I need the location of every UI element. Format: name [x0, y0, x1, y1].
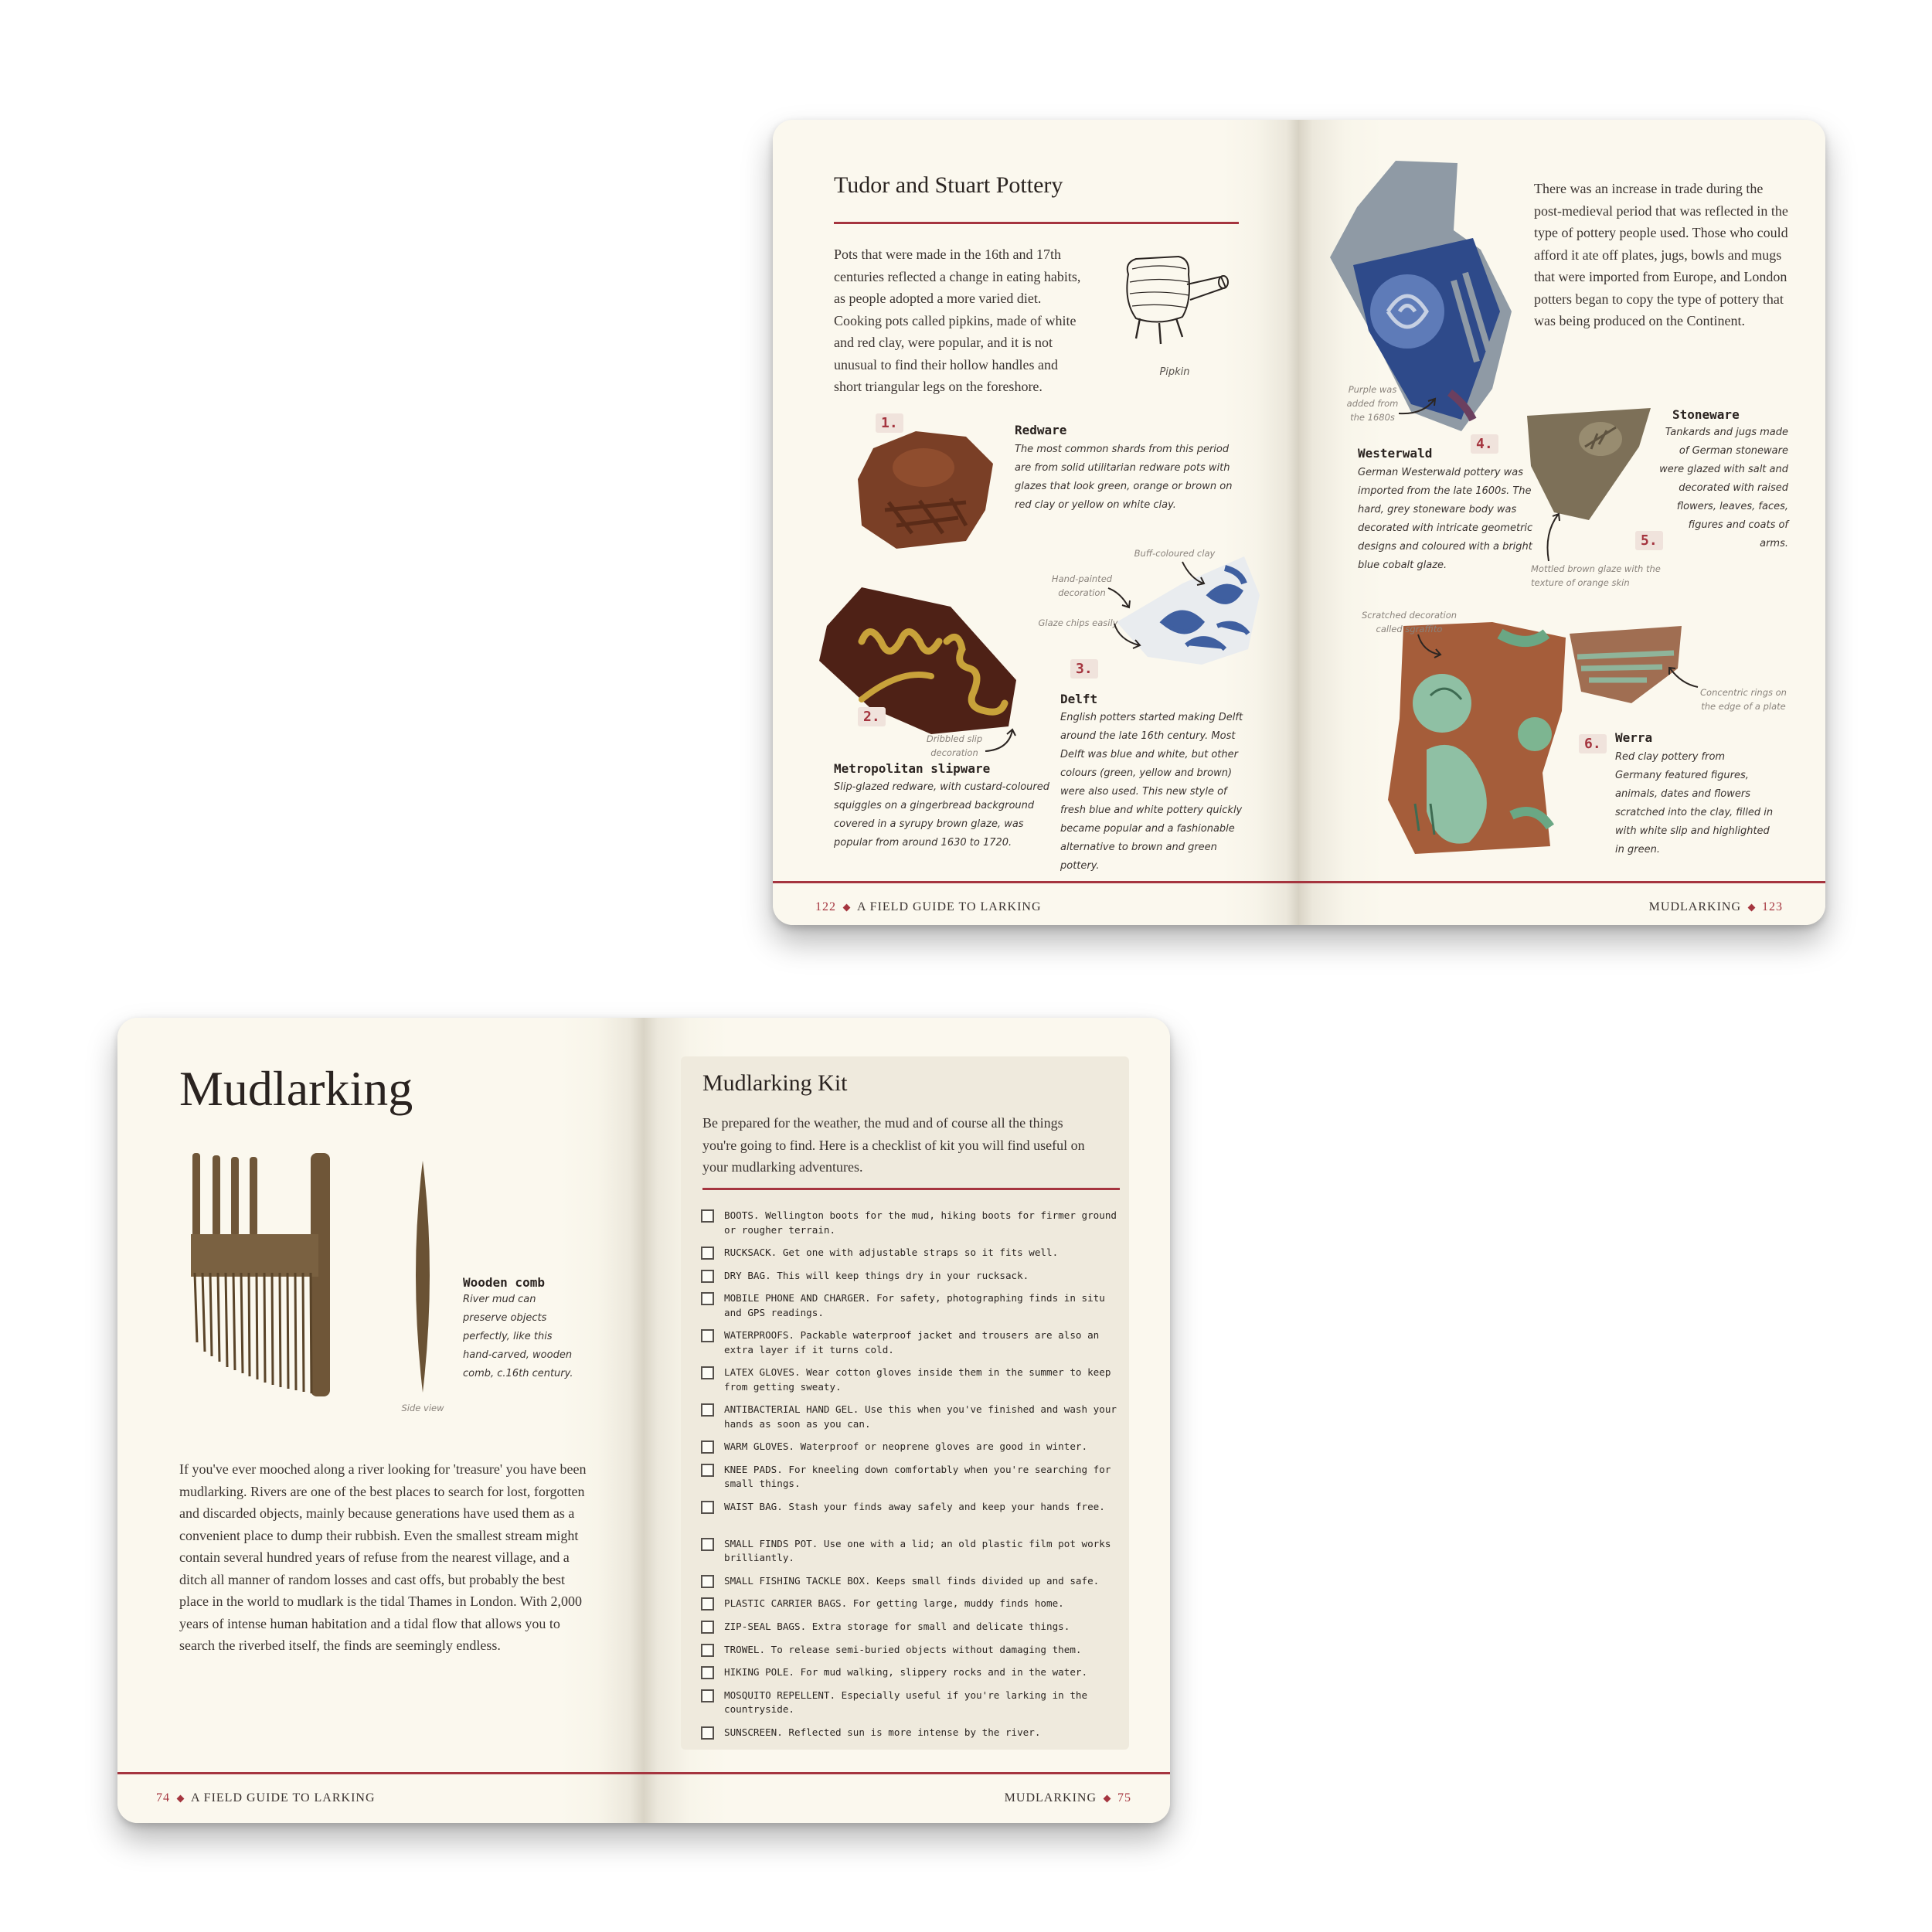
checkbox[interactable]	[701, 1366, 714, 1379]
page-75	[644, 1018, 1170, 1823]
checklist-item-text: TROWEL. To release semi-buried objects without damaging them.	[724, 1643, 1082, 1655]
checklist-item	[701, 1209, 1126, 1237]
arrow-concentric	[1662, 661, 1701, 692]
note-hand-painted: Hand-painted decoration	[1051, 573, 1113, 598]
checklist-item-text: SUNSCREEN. Reflected sun is more intense by the river.	[724, 1726, 1041, 1738]
checkbox[interactable]	[701, 1689, 714, 1702]
page-122	[773, 120, 1299, 925]
chapter-body: If you've ever mooched along a river looking for 'treasure' you have been mudlarking. Rivers are one of the best places to search for lost, forgotten and discarded objects, mainly because generations have used them as a convenient place to dump their rubbish. Even the smallest stream might contain several hundred years of refuse from the nearest village, and a ditch all manner of random losses and cast offs, but probably the best place in the world to mudlark is the tidal Thames in London. With 2,000 years of intense human habitation and a tidal flow that allows you to search the riverbed itself, the finds are seemingly endless.	[179, 1461, 587, 1653]
note-scratched: Scratched decoration called sgraffito	[1361, 610, 1458, 634]
intro-text: Pots that were made in the 16th and 17th centuries reflected a change in eating habits, as people adopted a more varied diet. Cooking pots called pipkins, made of white and red clay, were popular, and it is not unusual to find their hollow handles and short triangular legs on the foreshore.	[834, 247, 1081, 394]
checklist-item	[701, 1597, 1126, 1611]
checklist-item-text: ZIP-SEAL BAGS. Extra storage for small and delicate things.	[724, 1621, 1070, 1632]
kit-intro: Be prepared for the weather, the mud and of course all the things you're going to find. Here is a checklist of kit you will find useful on your mudlarking adventures.	[702, 1115, 1085, 1175]
checkbox[interactable]	[701, 1464, 714, 1477]
kit-title: Mudlarking Kit	[702, 1070, 848, 1096]
checkbox[interactable]	[701, 1209, 714, 1223]
checklist-item	[701, 1620, 1126, 1634]
checklist-item-text: DRY BAG. This will keep things dry in your rucksack.	[724, 1269, 1029, 1281]
checklist-item	[701, 1689, 1126, 1717]
checklist-item	[701, 1463, 1126, 1492]
kit-panel	[681, 1056, 1129, 1750]
item-name-delft: Delft	[1060, 692, 1098, 706]
note-dribbled-slip: Dribbled slip decoration	[926, 733, 983, 758]
book-spread-mudlarking	[117, 1018, 1170, 1823]
checkbox[interactable]	[701, 1726, 714, 1740]
checklist-item-text: KNEE PADS. For kneeling down comfortably when you're searching for small things.	[724, 1463, 1111, 1490]
checkbox[interactable]	[701, 1329, 714, 1342]
pipkin-illustration	[1113, 247, 1236, 363]
diamond-icon	[1748, 903, 1756, 911]
running-head: A FIELD GUIDE TO LARKING	[857, 900, 1042, 913]
arrow-hand-painted	[1105, 583, 1136, 614]
checkbox[interactable]	[701, 1644, 714, 1657]
checkbox[interactable]	[701, 1666, 714, 1679]
note-purple: Purple was added from the 1680s	[1346, 384, 1399, 423]
right-intro-text: There was an increase in trade during the post-medieval period that was reflected in the type of pottery people used. Those who could afford it ate off plates, jugs, bowls and mugs that were imported from Europe, and London potters began to copy the type of pottery that was being produced on the Continent.	[1534, 181, 1788, 328]
title-rule	[834, 222, 1239, 224]
page-number: 74	[156, 1791, 170, 1804]
note-mottled: Mottled brown glaze with the texture of orange skin	[1531, 563, 1661, 588]
page-number: 75	[1117, 1791, 1131, 1804]
checklist-item-text: PLASTIC CARRIER BAGS. For getting large, muddy finds home.	[724, 1597, 1064, 1610]
book-spread-tudor-pottery	[773, 120, 1825, 925]
checklist-item	[701, 1291, 1126, 1320]
note-concentric: Concentric rings on the edge of a plate	[1700, 687, 1787, 712]
checkbox[interactable]	[701, 1292, 714, 1305]
checklist-item-text: SMALL FINDS POT. Use one with a lid; an old plastic film pot works brilliantly.	[724, 1537, 1111, 1564]
arrow-dribbled	[981, 726, 1020, 757]
slipware-shard	[815, 576, 1032, 742]
item-number-5: 5.	[1635, 531, 1663, 550]
checklist-item	[701, 1269, 1126, 1284]
item-number-2: 2.	[858, 707, 886, 726]
item-number-3: 3.	[1070, 659, 1098, 679]
side-view-label: Side view	[401, 1403, 444, 1413]
checklist-item	[701, 1328, 1126, 1357]
pipkin-label: Pipkin	[1159, 366, 1190, 378]
running-head: A FIELD GUIDE TO LARKING	[191, 1791, 376, 1804]
stoneware-shard	[1523, 404, 1662, 524]
diamond-icon	[177, 1794, 185, 1802]
comb-name: Wooden comb	[463, 1275, 545, 1290]
item-name-redware: Redware	[1015, 423, 1067, 437]
comb-side-view	[407, 1157, 438, 1396]
checkbox[interactable]	[701, 1270, 714, 1283]
checklist-item-text: MOSQUITO REPELLENT. Especially useful if you're larking in the countryside.	[724, 1689, 1088, 1716]
checklist-item-text: BOOTS. Wellington boots for the mud, hiking boots for firmer ground or rougher terrain.	[724, 1209, 1117, 1236]
checklist-item-text: WARM GLOVES. Waterproof or neoprene gloves are good in winter.	[724, 1440, 1088, 1453]
page-number: 122	[815, 900, 836, 913]
comb-desc: River mud can preserve objects perfectly, like this hand-carved, wooden comb, c.16th century.	[463, 1294, 573, 1379]
kit-rule	[702, 1188, 1120, 1190]
item-number-4: 4.	[1471, 434, 1498, 454]
checklist-item	[701, 1726, 1126, 1740]
checklist-item	[701, 1665, 1126, 1680]
note-glaze-chips: Glaze chips easily	[1038, 617, 1118, 628]
page-footer	[1649, 900, 1783, 914]
checklist-item-text: WAIST BAG. Stash your finds away safely and keep your hands free.	[724, 1500, 1105, 1512]
checkbox[interactable]	[701, 1440, 714, 1454]
footer-rule	[644, 1772, 1170, 1774]
checklist-item	[701, 1366, 1126, 1394]
arrow-mottled	[1543, 510, 1566, 564]
item-desc-stoneware: Tankards and jugs made of German stoneware were glazed with salt and decorated with raised flowers, leaves, faces, figures and coats of arms.	[1659, 427, 1788, 549]
footer-rule	[773, 881, 1299, 883]
item-number-6: 6.	[1579, 734, 1607, 753]
arrow-glaze-chips	[1111, 621, 1146, 651]
checkbox[interactable]	[701, 1538, 714, 1551]
checkbox[interactable]	[701, 1621, 714, 1634]
checklist-item	[701, 1537, 1126, 1566]
checklist-item	[701, 1440, 1126, 1454]
footer-rule	[1299, 881, 1825, 883]
item-name-westerwald: Westerwald	[1358, 446, 1433, 461]
running-head: MUDLARKING	[1004, 1791, 1097, 1804]
page-title: Tudor and Stuart Pottery	[834, 172, 1063, 198]
checklist-item	[701, 1643, 1126, 1658]
checklist-item	[701, 1574, 1126, 1589]
item-name-stoneware: Stoneware	[1672, 407, 1740, 422]
checklist-item-text: MOBILE PHONE AND CHARGER. For safety, photographing finds in situ and GPS readings.	[724, 1292, 1105, 1318]
checkbox[interactable]	[701, 1403, 714, 1417]
item-desc-slipware: Slip-glazed redware, with custard-coloured squiggles on a gingerbread background covered in a syrupy brown glaze, was popular from around 1630 to 1720.	[834, 781, 1049, 849]
checklist-item-text: HIKING POLE. For mud walking, slippery rocks and in the water.	[724, 1666, 1088, 1679]
diamond-icon	[843, 903, 851, 911]
note-buff-clay: Buff-coloured clay	[1134, 548, 1216, 559]
redware-shard	[850, 417, 1005, 556]
checklist-item	[701, 1403, 1126, 1431]
running-head: MUDLARKING	[1648, 900, 1741, 913]
page-number: 123	[1762, 900, 1783, 913]
checklist-item	[701, 1246, 1126, 1260]
item-desc-westerwald: German Westerwald pottery was imported from the late 1600s. The hard, grey stoneware body was decorated with intricate geometric designs and coloured with a bright blue cobalt glaze.	[1358, 467, 1533, 571]
werra-shard	[1384, 618, 1570, 862]
checklist-item	[701, 1500, 1126, 1515]
checklist-item-text: RUCKSACK. Get one with adjustable straps so it fits well.	[724, 1247, 1059, 1258]
checklist-item-text: WATERPROOFS. Packable waterproof jacket and trousers are also an extra layer if it turns cold.	[724, 1329, 1100, 1355]
item-desc-werra: Red clay pottery from Germany featured figures, animals, dates and flowers scratched into the clay, filled in with white slip and highlighted in green.	[1615, 751, 1774, 855]
checkbox[interactable]	[701, 1575, 714, 1588]
item-desc-redware: The most common shards from this period are from solid utilitarian redware pots with glazes that look green, orange or brown on red clay or yellow on white clay.	[1015, 444, 1233, 511]
checklist-item-text: LATEX GLOVES. Wear cotton gloves inside them in the summer to keep from getting sweaty.	[724, 1366, 1111, 1393]
checkbox[interactable]	[701, 1247, 714, 1260]
arrow-buff	[1179, 559, 1209, 590]
wooden-comb	[183, 1149, 353, 1404]
page-123	[1299, 120, 1825, 925]
arrow-purple	[1396, 390, 1442, 421]
checklist-item-text: SMALL FISHING TACKLE BOX. Keeps small finds divided up and safe.	[724, 1574, 1100, 1587]
diamond-icon	[1104, 1794, 1111, 1802]
checkbox[interactable]	[701, 1597, 714, 1611]
checklist-item-text: ANTIBACTERIAL HAND GEL. Use this when you've finished and wash your hands as soon as you can.	[724, 1403, 1117, 1430]
checkbox[interactable]	[701, 1501, 714, 1514]
item-desc-delft: English potters started making Delft around the late 16th century. Most Delft was blue and white, but other colours (green, yellow and brown) were also used. This new style of fresh blue and white pottery quickly became popular and a fashionable alternative to brown and green pottery.	[1060, 712, 1243, 872]
item-name-slipware: Metropolitan slipware	[834, 761, 991, 776]
page-footer	[1005, 1791, 1131, 1805]
footer-rule	[117, 1772, 644, 1774]
page-footer	[156, 1791, 376, 1805]
chapter-title: Mudlarking	[179, 1061, 413, 1116]
arrow-scratched	[1415, 631, 1446, 662]
item-name-werra: Werra	[1615, 730, 1653, 745]
page-74	[117, 1018, 644, 1823]
page-footer	[815, 900, 1042, 914]
item-number-1: 1.	[876, 413, 903, 433]
